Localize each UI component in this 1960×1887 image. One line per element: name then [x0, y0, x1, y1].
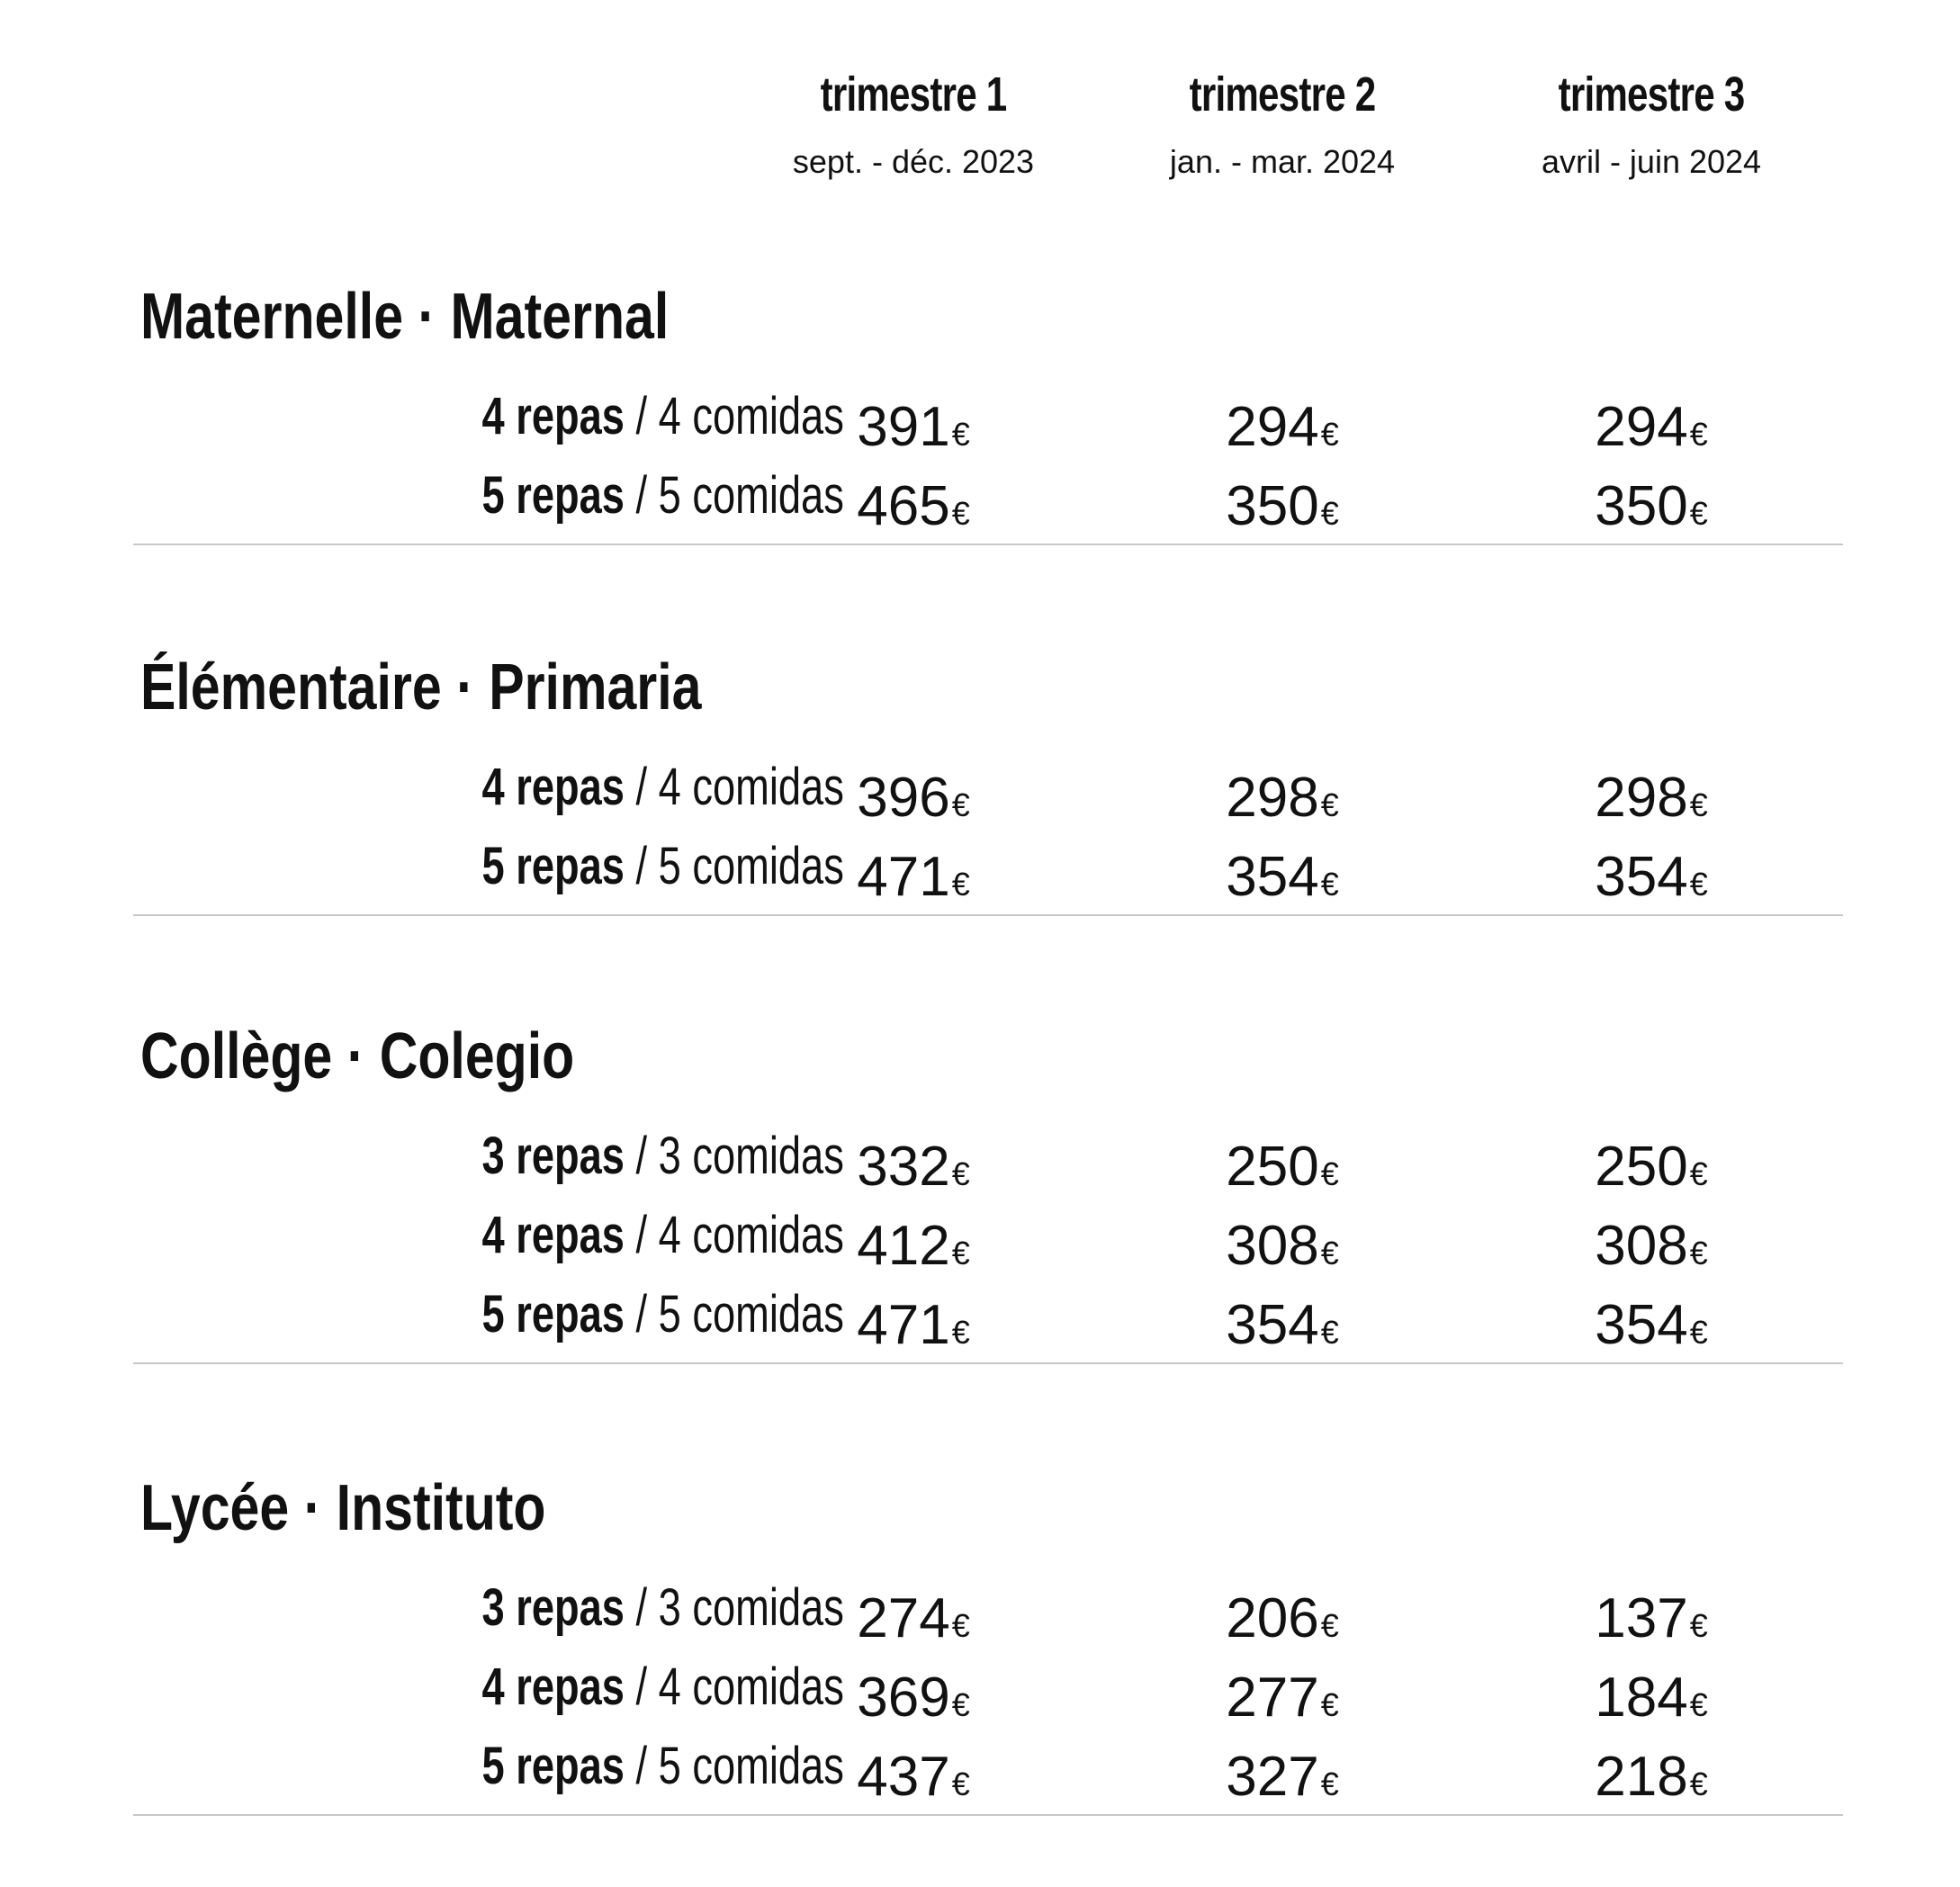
currency-symbol: €: [1689, 1607, 1708, 1644]
price-cell: [1462, 396, 1840, 458]
column-period: sept. - déc. 2023: [792, 143, 1035, 180]
currency-symbol: €: [1320, 1314, 1339, 1351]
currency-symbol: €: [1320, 786, 1339, 823]
price-value: 294: [1595, 396, 1688, 458]
meal-label-fr: 4 repas: [481, 1206, 625, 1264]
section-title: Élémentaire · Primaria: [140, 651, 702, 723]
column-title: trimestre 2: [1189, 67, 1376, 121]
currency-symbol: €: [951, 1607, 970, 1644]
price-cell: [1093, 1746, 1471, 1808]
currency-symbol: €: [1689, 495, 1708, 532]
column-period: jan. - mar. 2024: [1169, 143, 1396, 180]
price-cell: [724, 1667, 1102, 1729]
currency-symbol: €: [951, 416, 970, 453]
price-cell: [724, 396, 1102, 458]
currency-symbol: €: [1320, 416, 1339, 453]
price-cell: [1093, 1667, 1471, 1729]
currency-symbol: €: [1689, 1766, 1708, 1802]
table-row: [133, 758, 1843, 833]
meal-label-es: / 4 comidas: [625, 1206, 844, 1264]
price-cell: [1462, 1746, 1840, 1808]
table-row: [133, 1285, 1843, 1361]
price-value: 250: [1226, 1136, 1319, 1198]
meal-label-es: / 5 comidas: [625, 1737, 844, 1795]
price-cell: [1462, 846, 1840, 908]
currency-symbol: €: [1320, 866, 1339, 903]
price-cell: [724, 846, 1102, 908]
table-row: [133, 466, 1843, 542]
price-value: 350: [1595, 475, 1688, 537]
meal-label-fr: 5 repas: [481, 1285, 625, 1343]
price-value: 327: [1226, 1746, 1319, 1808]
currency-symbol: €: [951, 1235, 970, 1271]
price-value: 332: [857, 1136, 950, 1198]
price-value: 396: [857, 767, 950, 829]
price-value: 354: [1226, 1294, 1319, 1356]
table-row: [133, 387, 1843, 463]
price-cell: [1093, 1294, 1471, 1356]
meal-label-fr: 5 repas: [481, 466, 625, 525]
price-cell: [1093, 846, 1471, 908]
meal-label-fr: 5 repas: [481, 837, 625, 895]
column-header-2: [1093, 67, 1471, 180]
price-value: 137: [1595, 1587, 1688, 1649]
price-value: 391: [857, 396, 950, 458]
price-value: 298: [1226, 767, 1319, 829]
meal-label-fr: 3 repas: [481, 1578, 625, 1637]
column-title: trimestre 1: [820, 67, 1007, 121]
price-cell: [724, 1136, 1102, 1198]
table-row: [133, 1737, 1843, 1812]
column-header-3: [1462, 67, 1840, 180]
section-divider: [133, 1814, 1843, 1816]
meal-label-es: / 5 comidas: [625, 1285, 844, 1343]
price-value: 465: [857, 475, 950, 537]
price-cell: [1093, 475, 1471, 537]
section-title: Maternelle · Maternal: [140, 281, 670, 353]
currency-symbol: €: [951, 1766, 970, 1802]
column-title: trimestre 3: [1558, 67, 1745, 121]
section-divider: [133, 1362, 1843, 1364]
meal-label-fr: 3 repas: [481, 1127, 625, 1185]
section-divider: [133, 914, 1843, 916]
price-value: 308: [1226, 1215, 1319, 1277]
column-period: avril - juin 2024: [1541, 143, 1762, 180]
price-cell: [1093, 396, 1471, 458]
section-title: Collège · Colegio: [140, 1020, 575, 1092]
meal-label-fr: 4 repas: [481, 758, 625, 816]
currency-symbol: €: [1689, 416, 1708, 453]
price-value: 354: [1595, 846, 1688, 908]
price-cell: [1462, 475, 1840, 537]
price-cell: [1462, 1294, 1840, 1356]
price-value: 471: [857, 846, 950, 908]
currency-symbol: €: [951, 1155, 970, 1192]
currency-symbol: €: [951, 1686, 970, 1723]
price-value: 308: [1595, 1215, 1688, 1277]
currency-symbol: €: [1320, 1235, 1339, 1271]
currency-symbol: €: [1689, 1314, 1708, 1351]
price-cell: [1462, 1587, 1840, 1649]
price-value: 277: [1226, 1667, 1319, 1729]
price-cell: [1462, 1136, 1840, 1198]
meal-label-es: / 4 comidas: [625, 1658, 844, 1716]
price-cell: [1462, 767, 1840, 829]
price-cell: [724, 1294, 1102, 1356]
table-row: [133, 1127, 1843, 1202]
column-header-1: [724, 67, 1102, 180]
price-cell: [1093, 1587, 1471, 1649]
currency-symbol: €: [951, 866, 970, 903]
price-value: 354: [1226, 846, 1319, 908]
table-row: [133, 1578, 1843, 1654]
currency-symbol: €: [951, 786, 970, 823]
price-value: 412: [857, 1215, 950, 1277]
price-cell: [724, 1746, 1102, 1808]
meal-label-es: / 5 comidas: [625, 837, 844, 895]
currency-symbol: €: [1320, 1607, 1339, 1644]
currency-symbol: €: [1320, 1155, 1339, 1192]
price-value: 437: [857, 1746, 950, 1808]
currency-symbol: €: [1689, 866, 1708, 903]
price-value: 250: [1595, 1136, 1688, 1198]
price-value: 206: [1226, 1587, 1319, 1649]
section-divider: [133, 544, 1843, 545]
table-row: [133, 1206, 1843, 1281]
currency-symbol: €: [1320, 495, 1339, 532]
currency-symbol: €: [951, 495, 970, 532]
price-cell: [1462, 1215, 1840, 1277]
currency-symbol: €: [1689, 1686, 1708, 1723]
meal-label-es: / 3 comidas: [625, 1578, 844, 1637]
price-cell: [1462, 1667, 1840, 1729]
price-value: 471: [857, 1294, 950, 1356]
meal-label-fr: 4 repas: [481, 387, 625, 445]
currency-symbol: €: [1689, 786, 1708, 823]
price-value: 369: [857, 1667, 950, 1729]
price-value: 350: [1226, 475, 1319, 537]
price-value: 294: [1226, 396, 1319, 458]
price-cell: [1093, 1136, 1471, 1198]
table-row: [133, 1658, 1843, 1733]
meal-label-es: / 5 comidas: [625, 466, 844, 525]
price-value: 354: [1595, 1294, 1688, 1356]
price-cell: [724, 1587, 1102, 1649]
price-cell: [724, 475, 1102, 537]
currency-symbol: €: [1689, 1155, 1708, 1192]
meal-label-fr: 4 repas: [481, 1658, 625, 1716]
price-cell: [1093, 767, 1471, 829]
meal-label-es: / 4 comidas: [625, 758, 844, 816]
currency-symbol: €: [951, 1314, 970, 1351]
meal-label-es: / 4 comidas: [625, 387, 844, 445]
price-cell: [1093, 1215, 1471, 1277]
meal-label-es: / 3 comidas: [625, 1127, 844, 1185]
price-cell: [724, 1215, 1102, 1277]
section-title: Lycée · Instituto: [140, 1472, 546, 1544]
price-value: 184: [1595, 1667, 1688, 1729]
price-value: 274: [857, 1587, 950, 1649]
currency-symbol: €: [1320, 1766, 1339, 1802]
price-value: 298: [1595, 767, 1688, 829]
price-value: 218: [1595, 1746, 1688, 1808]
meal-label-fr: 5 repas: [481, 1737, 625, 1795]
price-cell: [724, 767, 1102, 829]
table-row: [133, 837, 1843, 912]
currency-symbol: €: [1320, 1686, 1339, 1723]
currency-symbol: €: [1689, 1235, 1708, 1271]
